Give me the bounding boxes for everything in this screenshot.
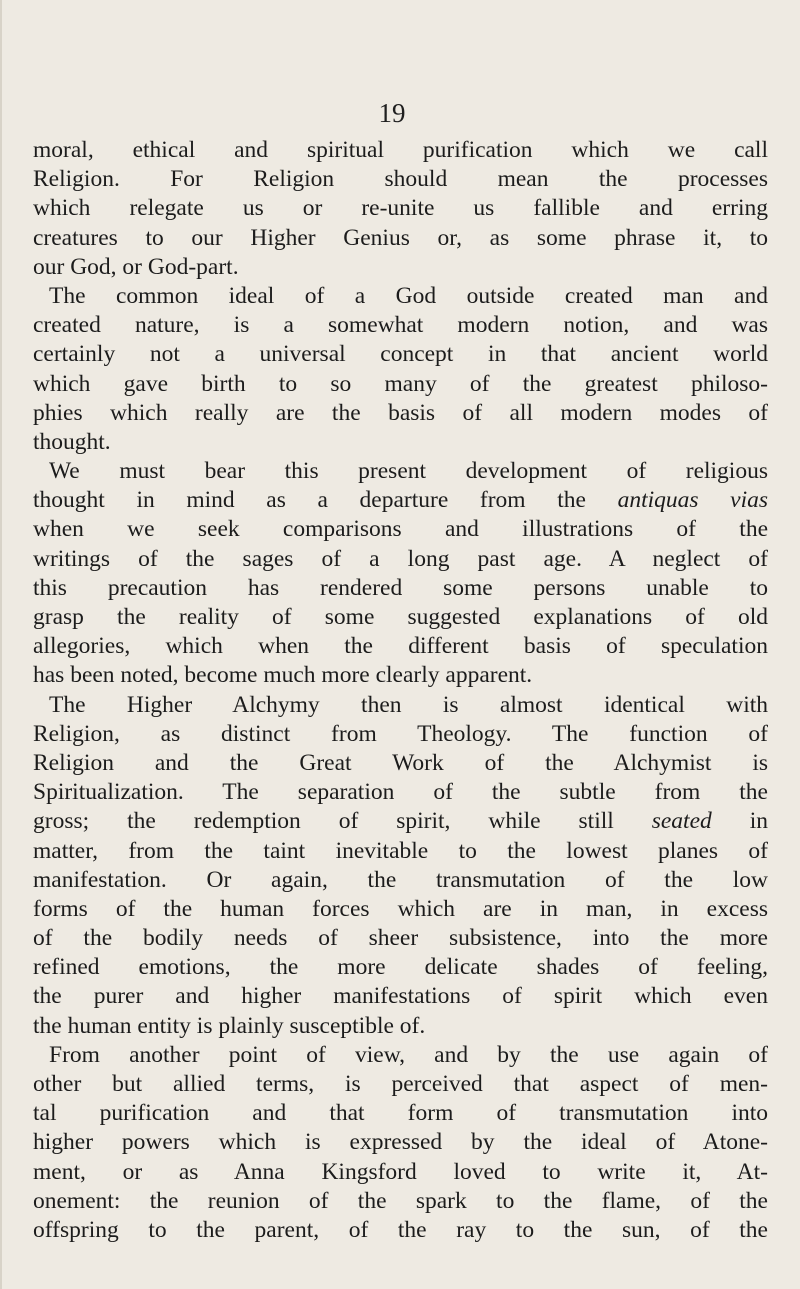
text-line	[33, 661, 768, 690]
text-segment: grasp the reality of some suggested explanations of old	[33, 604, 768, 630]
text-line	[33, 691, 768, 720]
text-segment: We must bear this present development of religious	[49, 458, 768, 485]
text-segment: Religion, as distinct from Theology. The function of	[33, 720, 768, 747]
text-line	[33, 982, 768, 1011]
text-line	[33, 1099, 768, 1128]
text-line	[33, 545, 768, 574]
text-segment: ment, or as Anna Kingsford loved to write it, At-	[33, 1158, 768, 1185]
text-line	[33, 515, 768, 544]
text-segment: allegories, which when the different basis of speculation	[33, 633, 768, 660]
text-segment: forms of the human forces which are in man, in excess	[33, 895, 768, 922]
text-segment: writings of the sages of a long past age. A neglect of	[33, 545, 768, 572]
text-line	[33, 924, 768, 953]
text-line	[33, 778, 768, 807]
text-line	[33, 1041, 768, 1070]
text-line	[33, 194, 768, 223]
text-line	[33, 457, 768, 486]
text-line	[33, 340, 768, 369]
text-segment: The common ideal of a God outside created man and	[49, 282, 768, 309]
text-line	[33, 837, 768, 866]
text-segment: refined emotions, the more delicate shades of feeling,	[33, 954, 768, 981]
text-line	[33, 720, 768, 749]
text-segment: our God, or God-part.	[33, 253, 239, 280]
text-line	[33, 1128, 768, 1157]
text-line	[33, 1070, 768, 1099]
text-segment: the human entity is plainly susceptible of.	[33, 1012, 426, 1039]
text-segment: manifestation. Or again, the transmutation of the low	[33, 866, 768, 893]
text-segment: which relegate us or re-unite us fallible and erring	[33, 195, 768, 222]
text-line	[33, 1216, 768, 1245]
text-line	[33, 311, 768, 340]
text-segment: this precaution has rendered some persons unable to	[33, 574, 768, 601]
text-line	[33, 749, 768, 778]
text-line	[33, 1187, 768, 1216]
text-segment: phies which really are the basis of all modern modes of	[33, 399, 768, 426]
text-line	[33, 486, 768, 515]
text-line	[33, 165, 768, 194]
text-segment: gross; the redemption of spirit, while still	[33, 808, 652, 835]
text-segment: which gave birth to so many of the greatest philoso-	[33, 370, 768, 397]
text-segment: in	[711, 808, 769, 835]
text-line	[33, 574, 768, 603]
text-segment: thought.	[33, 428, 111, 455]
italic-phrase: seated	[651, 808, 712, 835]
text-line	[33, 1158, 768, 1187]
text-line	[33, 370, 768, 399]
text-segment: creatures to our Higher Genius or, as some phrase it, to	[33, 224, 768, 251]
text-line	[33, 253, 768, 282]
text-segment: other but allied terms, is perceived that aspect of men-	[33, 1071, 768, 1097]
text-segment: tal purification and that form of transmutation into	[33, 1100, 768, 1127]
text-line	[33, 632, 768, 661]
text-segment: moral, ethical and spiritual purification which we call	[33, 137, 768, 163]
italic-phrase: antiquas vias	[617, 487, 769, 514]
text-segment: From another point of view, and by the use again of	[49, 1041, 768, 1068]
text-line	[33, 866, 768, 895]
text-line	[33, 1012, 768, 1041]
text-segment: matter, from the taint inevitable to the lowest planes of	[33, 837, 768, 864]
text-line	[33, 895, 768, 924]
text-segment: the purer and higher manifestations of spirit which even	[33, 983, 768, 1010]
text-segment: created nature, is a somewhat modern notion, and was	[33, 312, 768, 339]
text-segment: Religion. For Religion should mean the processes	[33, 166, 768, 193]
text-segment: onement: the reunion of the spark to the flame, of the	[33, 1187, 768, 1214]
text-line	[33, 282, 768, 311]
text-line	[33, 953, 768, 982]
text-segment: when we seek comparisons and illustrations of the	[33, 516, 768, 543]
text-segment: of the bodily needs of sheer subsistence, into the more	[33, 925, 768, 952]
text-segment: Spiritualization. The separation of the subtle from the	[33, 779, 768, 806]
text-line	[33, 428, 768, 457]
text-line	[33, 136, 768, 165]
text-line	[33, 399, 768, 428]
page-number: 19	[378, 98, 406, 128]
text-segment: has been noted, become much more clearly apparent.	[33, 662, 533, 689]
text-segment: thought in mind as a departure from the	[33, 487, 618, 514]
text-line	[33, 224, 768, 253]
text-segment: offspring to the parent, of the ray to the sun, of the	[33, 1216, 768, 1243]
text-segment: The Higher Alchymy then is almost identical with	[49, 691, 768, 718]
text-segment: Religion and the Great Work of the Alchymist is	[33, 749, 768, 776]
text-line	[33, 603, 768, 632]
text-line	[33, 807, 768, 836]
text-segment: certainly not a universal concept in that ancient world	[33, 341, 768, 368]
page-edge	[0, 0, 2, 1289]
text-segment: higher powers which is expressed by the ideal of Atone-	[33, 1129, 768, 1156]
body-text	[33, 136, 768, 1245]
